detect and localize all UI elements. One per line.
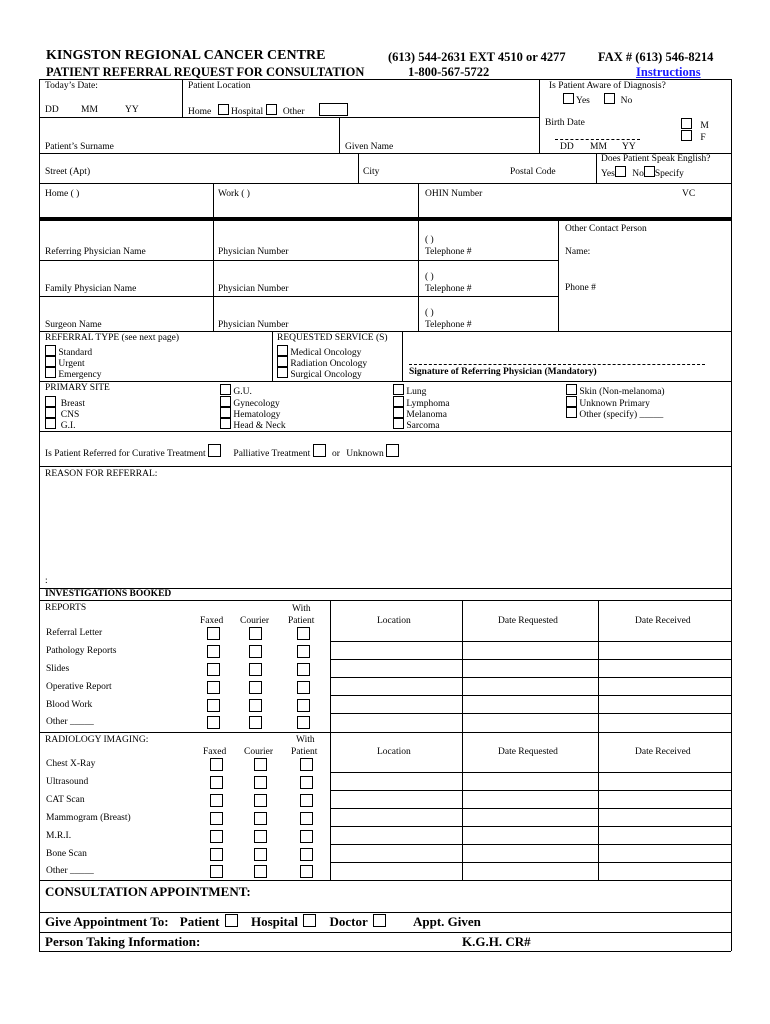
other-site-checkbox[interactable]	[566, 407, 577, 418]
reason-colon: :	[45, 576, 48, 586]
rule	[330, 808, 731, 809]
service-surgical	[277, 367, 362, 380]
skin-label: Skin (Non-melanoma)	[579, 387, 665, 397]
birth-dd-label: DD	[560, 142, 574, 152]
birth-date-line	[555, 139, 640, 140]
radiology-6-courier-checkbox[interactable]	[254, 865, 267, 878]
appt-given-label: Appt. Given	[413, 914, 481, 929]
other-contact-name-label: Name:	[565, 247, 591, 257]
reports-date-received-header: Date Received	[635, 616, 691, 626]
org-name: KINGSTON REGIONAL CANCER CENTRE	[46, 48, 326, 63]
referring-number-label: Physician Number	[218, 247, 289, 257]
melanoma-label: Melanoma	[406, 410, 448, 420]
rule	[213, 183, 214, 217]
yy-label: YY	[125, 105, 139, 115]
rule	[39, 951, 731, 952]
sarcoma-label: Sarcoma	[406, 421, 440, 431]
report-row-blood-work: Blood Work	[46, 700, 93, 710]
hematology-label: Hematology	[233, 410, 281, 420]
family-number-label: Physician Number	[218, 284, 289, 294]
patient-location-label: Patient Location	[188, 81, 251, 91]
radiology-date-received-header: Date Received	[635, 747, 691, 757]
report-4-courier-checkbox[interactable]	[249, 699, 262, 712]
give-appointment-row	[45, 914, 481, 930]
radiology-1-faxed-checkbox[interactable]	[210, 776, 223, 789]
rule	[596, 153, 597, 183]
english-no-checkbox[interactable]	[644, 166, 655, 177]
referral-emergency	[45, 367, 101, 380]
emergency-checkbox[interactable]	[45, 367, 56, 378]
appt-doctor-checkbox[interactable]	[373, 914, 386, 927]
radiology-0-faxed-checkbox[interactable]	[210, 758, 223, 771]
other-contact-phone-label: Phone #	[565, 283, 596, 293]
hospital-label: Hospital	[230, 107, 264, 117]
radiology-title: RADIOLOGY IMAGING:	[45, 735, 149, 745]
sex-m-checkbox[interactable]	[681, 118, 692, 129]
family-physician-label: Family Physician Name	[45, 284, 137, 294]
standard-label: Standard	[58, 348, 93, 358]
appt-patient-checkbox[interactable]	[225, 914, 238, 927]
english-no-label: No	[632, 169, 644, 179]
home-checkbox[interactable]	[218, 104, 229, 115]
home-label: Home	[188, 107, 212, 117]
rule	[330, 641, 731, 642]
site-sarcoma	[393, 418, 440, 431]
rule	[39, 732, 731, 733]
rule	[402, 331, 403, 381]
radiology-row-chest-xray: Chest X-Ray	[46, 759, 96, 769]
rule	[39, 600, 731, 601]
reports-location-header: Location	[377, 616, 411, 626]
toll-free: 1-800-567-5722	[408, 65, 490, 79]
ohin-label: OHIN Number	[425, 189, 483, 199]
report-row-operative: Operative Report	[46, 682, 112, 692]
radiology-0-courier-checkbox[interactable]	[254, 758, 267, 771]
rule	[39, 912, 731, 913]
rule	[39, 296, 559, 297]
radiology-row-mammogram: Mammogram (Breast)	[46, 813, 131, 823]
radiology-2-faxed-checkbox[interactable]	[210, 794, 223, 807]
surgeon-label: Surgeon Name	[45, 320, 102, 330]
radiation-oncology-label: Radiation Oncology	[290, 359, 368, 369]
reason-title: REASON FOR REFERRAL:	[45, 469, 158, 479]
palliative-label: Palliative Treatment	[233, 449, 311, 459]
unknown-primary-label: Unknown Primary	[579, 399, 650, 409]
site-head-neck	[220, 418, 286, 431]
aware-question: Is Patient Aware of Diagnosis?	[549, 81, 666, 91]
other-contact-label: Other Contact Person	[565, 224, 647, 234]
radiology-3-courier-checkbox[interactable]	[254, 812, 267, 825]
appt-doctor-label: Doctor	[329, 914, 368, 929]
breast-label: Breast	[60, 399, 86, 409]
report-2-faxed-checkbox[interactable]	[207, 663, 220, 676]
rule	[213, 217, 214, 331]
sex-f-option	[681, 130, 706, 143]
org-fax: FAX # (613) 546-8214	[598, 50, 714, 64]
lymphoma-label: Lymphoma	[406, 399, 450, 409]
radiology-with-header: With	[296, 735, 315, 745]
report-4-with-patient-checkbox[interactable]	[297, 699, 310, 712]
skin-checkbox[interactable]	[566, 384, 577, 395]
or-label: or	[331, 449, 340, 459]
org-phone: (613) 544-2631 EXT 4510 or 4277	[388, 50, 566, 64]
aware-no-label: No	[620, 96, 633, 106]
radiology-row-mri: M.R.I.	[46, 831, 72, 841]
radiology-4-faxed-checkbox[interactable]	[210, 830, 223, 843]
instructions-link[interactable]: Instructions	[636, 65, 701, 79]
rule	[330, 713, 731, 714]
rule	[39, 932, 731, 933]
radiology-3-with-patient-checkbox[interactable]	[300, 812, 313, 825]
report-1-courier-checkbox[interactable]	[249, 645, 262, 658]
form-border-right	[731, 79, 732, 951]
report-5-courier-checkbox[interactable]	[249, 716, 262, 729]
urgent-label: Urgent	[58, 359, 85, 369]
english-yes-checkbox[interactable]	[615, 166, 626, 177]
rule	[272, 331, 273, 381]
referring-physician-label: Referring Physician Name	[45, 247, 146, 257]
report-1-with-patient-checkbox[interactable]	[297, 645, 310, 658]
radiology-5-courier-checkbox[interactable]	[254, 848, 267, 861]
location-options	[188, 104, 305, 117]
section-divider	[39, 217, 731, 221]
investigations-title: INVESTIGATIONS BOOKED	[45, 589, 172, 599]
referral-type-title: REFERRAL TYPE (see next page)	[45, 333, 180, 343]
requested-service-title: REQUESTED SERVICE (S)	[277, 333, 388, 343]
report-2-courier-checkbox[interactable]	[249, 663, 262, 676]
site-gi	[45, 418, 76, 431]
gu-checkbox[interactable]	[220, 384, 231, 395]
primary-site-title: PRIMARY SITE	[45, 383, 110, 393]
palliative-checkbox[interactable]	[313, 444, 326, 457]
radiology-row-ultrasound: Ultrasound	[46, 777, 89, 787]
rule	[330, 659, 731, 660]
report-row-referral-letter: Referral Letter	[46, 628, 103, 638]
appt-patient-label: Patient	[179, 914, 220, 929]
kgh-cr-label: K.G.H. CR#	[462, 934, 531, 949]
unknown-treatment-checkbox[interactable]	[386, 444, 399, 457]
gynecology-checkbox[interactable]	[220, 396, 231, 407]
site-other	[566, 407, 663, 420]
report-row-other: Other _____	[46, 717, 94, 727]
home-phone-label: Home ( )	[45, 189, 80, 199]
rule	[418, 183, 419, 217]
radiology-5-with-patient-checkbox[interactable]	[300, 848, 313, 861]
lymphoma-checkbox[interactable]	[393, 396, 404, 407]
radiology-4-with-patient-checkbox[interactable]	[300, 830, 313, 843]
radiology-6-faxed-checkbox[interactable]	[210, 865, 223, 878]
sex-m-label: M	[700, 121, 709, 131]
other-label: Other	[282, 107, 305, 117]
aware-yes-label: Yes	[576, 96, 590, 106]
standard-checkbox[interactable]	[45, 345, 56, 356]
treatment-question: Is Patient Referred for Curative Treatment	[45, 449, 206, 459]
english-yes-label: Yes	[601, 169, 615, 179]
radiology-row-bone-scan: Bone Scan	[46, 849, 87, 859]
unknown-label: Unknown	[346, 449, 384, 459]
radiology-6-with-patient-checkbox[interactable]	[300, 865, 313, 878]
appt-hospital-label: Hospital	[251, 914, 298, 929]
other-location-input[interactable]	[319, 103, 348, 116]
english-specify-label: Specify	[654, 169, 684, 179]
report-3-with-patient-checkbox[interactable]	[297, 681, 310, 694]
cns-label: CNS	[60, 410, 80, 420]
radiology-location-header: Location	[377, 747, 411, 757]
treatment-row	[45, 444, 399, 459]
radiology-patient-header: Patient	[291, 747, 318, 757]
family-telephone-label: Telephone #	[425, 284, 472, 294]
radiology-2-courier-checkbox[interactable]	[254, 794, 267, 807]
gynecology-label: Gynecology	[233, 399, 280, 409]
vc-label: VC	[682, 189, 696, 199]
street-label: Street (Apt)	[45, 167, 91, 177]
rule	[330, 862, 731, 863]
rule	[39, 880, 731, 881]
postal-code-label: Postal Code	[510, 167, 556, 177]
surgeon-telephone-label: Telephone #	[425, 320, 472, 330]
birth-yy-label: YY	[622, 142, 636, 152]
radiology-row-other: Other _____	[46, 866, 94, 876]
rule	[558, 217, 559, 331]
breast-checkbox[interactable]	[45, 396, 56, 407]
report-5-faxed-checkbox[interactable]	[207, 716, 220, 729]
melanoma-checkbox[interactable]	[393, 407, 404, 418]
rule	[182, 79, 183, 117]
radiology-courier-header: Courier	[244, 747, 274, 757]
radiology-2-with-patient-checkbox[interactable]	[300, 794, 313, 807]
head-neck-checkbox[interactable]	[220, 418, 231, 429]
rule	[39, 331, 731, 332]
gi-label: G.I.	[60, 421, 76, 431]
radiology-1-courier-checkbox[interactable]	[254, 776, 267, 789]
speak-english-options	[601, 166, 684, 179]
reports-courier-header: Courier	[240, 616, 270, 626]
cns-checkbox[interactable]	[45, 407, 56, 418]
report-5-with-patient-checkbox[interactable]	[297, 716, 310, 729]
report-1-faxed-checkbox[interactable]	[207, 645, 220, 658]
rule	[539, 79, 540, 153]
given-name-label: Given Name	[345, 142, 394, 152]
report-0-courier-checkbox[interactable]	[249, 627, 262, 640]
rule	[330, 826, 731, 827]
unknown-primary-checkbox[interactable]	[566, 396, 577, 407]
other-site-label: Other (specify) _____	[579, 410, 664, 420]
todays-date-label: Today’s Date:	[45, 81, 98, 91]
radiology-4-courier-checkbox[interactable]	[254, 830, 267, 843]
aware-no-checkbox[interactable]	[604, 93, 615, 104]
rule	[330, 772, 731, 773]
curative-checkbox[interactable]	[208, 444, 221, 457]
rule	[330, 790, 731, 791]
rule	[462, 732, 463, 880]
rule	[330, 844, 731, 845]
sex-f-checkbox[interactable]	[681, 130, 692, 141]
referring-paren: ( )	[425, 235, 434, 245]
lung-checkbox[interactable]	[393, 384, 404, 395]
report-row-pathology: Pathology Reports	[46, 646, 117, 656]
surgical-oncology-label: Surgical Oncology	[290, 370, 362, 380]
rule	[358, 153, 359, 183]
reports-faxed-header: Faxed	[200, 616, 224, 626]
reports-title: REPORTS	[45, 603, 87, 613]
rule	[39, 431, 731, 432]
rule	[339, 117, 340, 153]
rule	[39, 381, 731, 382]
rule	[39, 117, 539, 118]
report-2-with-patient-checkbox[interactable]	[297, 663, 310, 676]
surgical-oncology-checkbox[interactable]	[277, 367, 288, 378]
rule	[330, 732, 331, 880]
report-3-courier-checkbox[interactable]	[249, 681, 262, 694]
signature-label: Signature of Referring Physician (Mandatory)	[409, 367, 597, 377]
medical-oncology-label: Medical Oncology	[290, 348, 362, 358]
head-neck-label: Head & Neck	[233, 421, 286, 431]
gu-label: G.U.	[233, 387, 252, 397]
sex-f-label: F	[700, 133, 706, 143]
consultation-title: CONSULTATION APPOINTMENT:	[45, 884, 251, 899]
gi-checkbox[interactable]	[45, 418, 56, 429]
report-0-with-patient-checkbox[interactable]	[297, 627, 310, 640]
work-phone-label: Work ( )	[218, 189, 250, 199]
report-0-faxed-checkbox[interactable]	[207, 627, 220, 640]
rule	[598, 732, 599, 880]
sarcoma-checkbox[interactable]	[393, 418, 404, 429]
reports-with-header: With	[292, 604, 311, 614]
surgeon-paren: ( )	[425, 308, 434, 318]
rule	[39, 79, 731, 80]
rule	[39, 183, 731, 184]
radiology-5-faxed-checkbox[interactable]	[210, 848, 223, 861]
birth-date-label: Birth Date	[545, 118, 585, 128]
rule	[330, 677, 731, 678]
radiology-0-with-patient-checkbox[interactable]	[300, 758, 313, 771]
referring-telephone-label: Telephone #	[425, 247, 472, 257]
city-label: City	[363, 167, 380, 177]
radiology-row-cat-scan: CAT Scan	[46, 795, 85, 805]
emergency-label: Emergency	[58, 370, 102, 380]
aware-options	[563, 93, 632, 106]
radiology-faxed-header: Faxed	[203, 747, 227, 757]
reports-date-requested-header: Date Requested	[498, 616, 558, 626]
surname-label: Patient’s Surname	[45, 142, 114, 152]
speak-english-question: Does Patient Speak English?	[601, 154, 711, 164]
rule	[330, 695, 731, 696]
urgent-checkbox[interactable]	[45, 356, 56, 367]
rule	[418, 217, 419, 331]
radiology-date-requested-header: Date Requested	[498, 747, 558, 757]
reports-patient-header: Patient	[288, 616, 315, 626]
radiation-oncology-checkbox[interactable]	[277, 356, 288, 367]
lung-label: Lung	[406, 387, 427, 397]
radiology-1-with-patient-checkbox[interactable]	[300, 776, 313, 789]
aware-yes-checkbox[interactable]	[563, 93, 574, 104]
report-4-faxed-checkbox[interactable]	[207, 699, 220, 712]
surgeon-number-label: Physician Number	[218, 320, 289, 330]
reason-textarea[interactable]	[40, 484, 730, 584]
mm-label: MM	[81, 105, 98, 115]
report-row-slides: Slides	[46, 664, 70, 674]
appt-hospital-checkbox[interactable]	[303, 914, 316, 927]
hospital-checkbox[interactable]	[266, 104, 277, 115]
medical-oncology-checkbox[interactable]	[277, 345, 288, 356]
dd-label: DD	[45, 105, 59, 115]
hematology-checkbox[interactable]	[220, 407, 231, 418]
give-to-label: Give Appointment To:	[45, 914, 169, 929]
form-title: PATIENT REFERRAL REQUEST FOR CONSULTATION	[46, 65, 365, 79]
birth-mm-label: MM	[590, 142, 607, 152]
person-taking-label: Person Taking Information:	[45, 934, 201, 949]
signature-line[interactable]	[409, 364, 705, 365]
family-paren: ( )	[425, 272, 434, 282]
rule	[39, 260, 559, 261]
rule	[39, 466, 731, 467]
report-3-faxed-checkbox[interactable]	[207, 681, 220, 694]
radiology-3-faxed-checkbox[interactable]	[210, 812, 223, 825]
